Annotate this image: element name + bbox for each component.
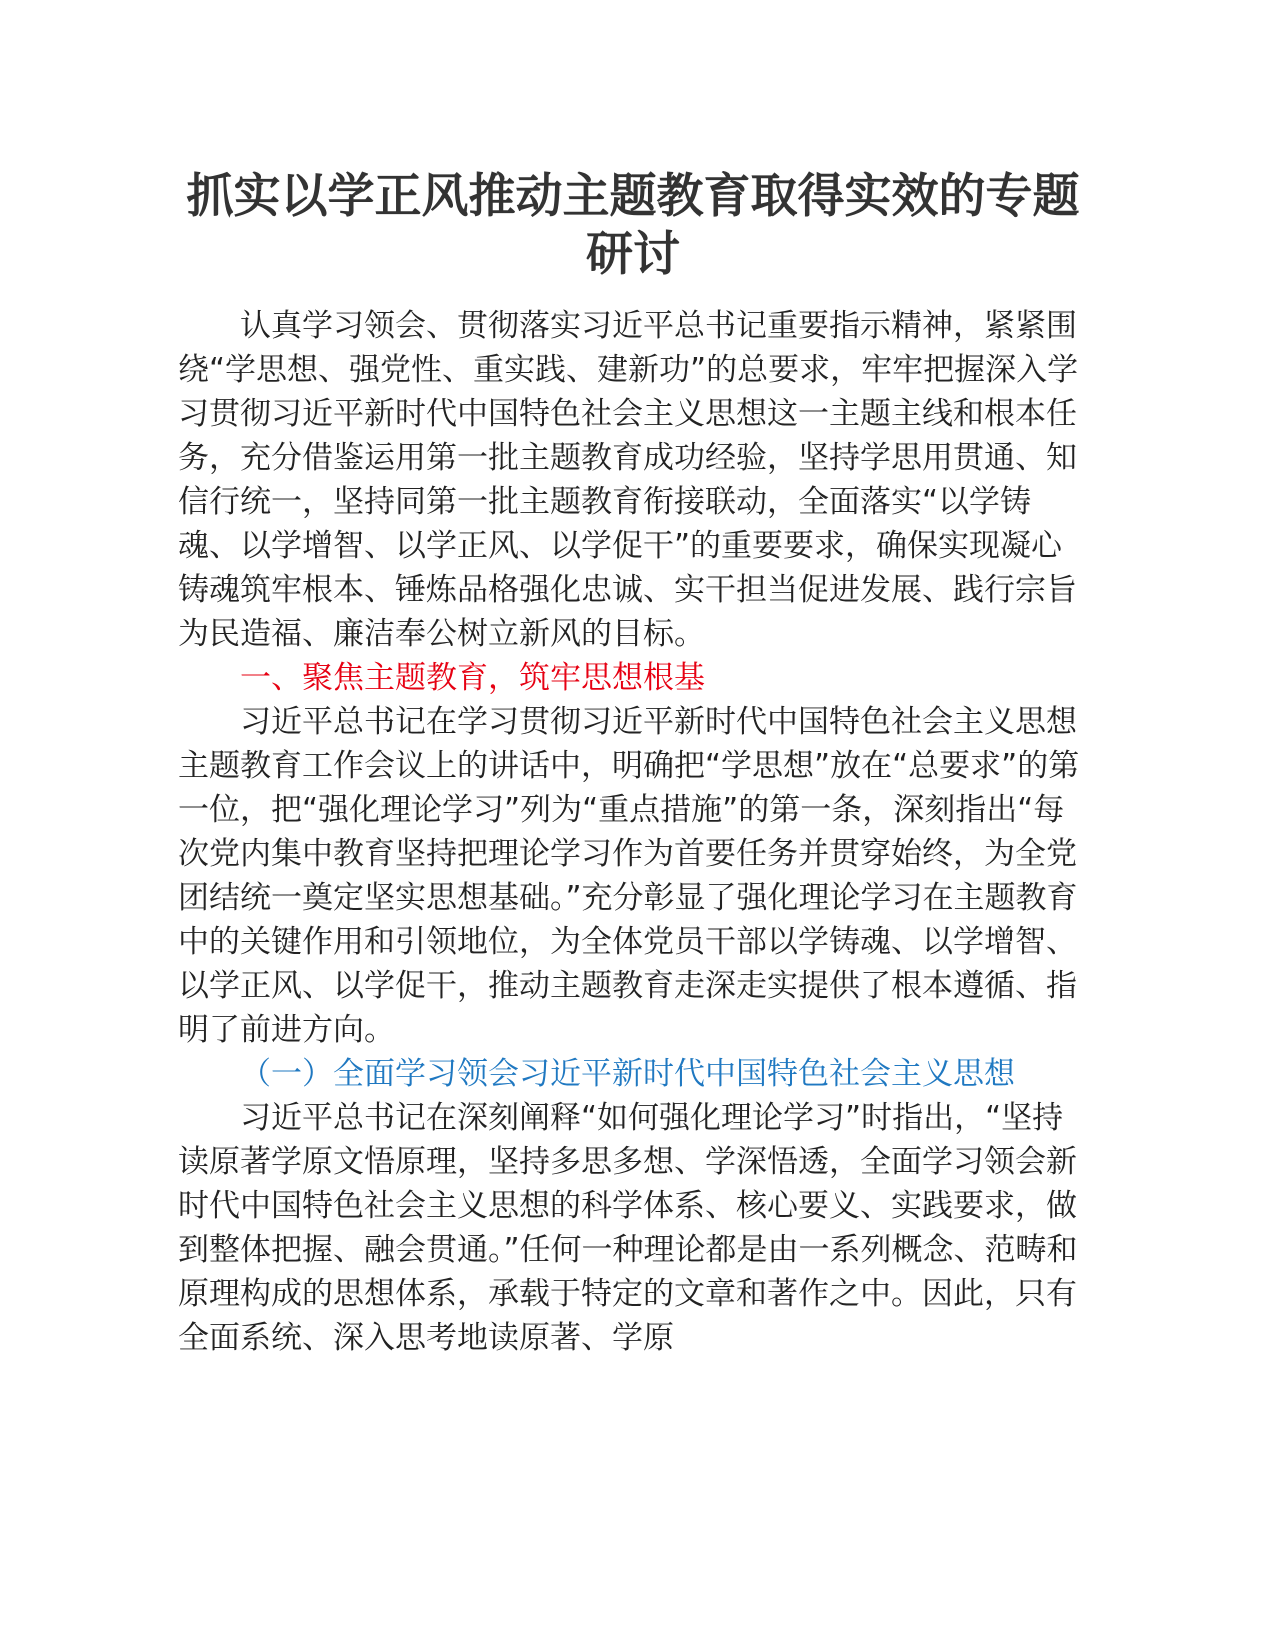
document-title: [178, 168, 1088, 284]
document-page: [178, 168, 1088, 1360]
document-body: [178, 304, 1088, 1360]
intro-paragraph: 认真学习领会、贯彻落实习近平总书记重要指示精神，紧紧围绕“学思想、强党性、重实践、建新功”的总要求，牢牢把握深入学习贯彻习近平新时代中国特色社会主义思想这一主题主线和根本任务，充分借鉴运用第一批主题教育成功经验，坚持学思用贯通、知信行统一，坚持同第一批主题教育衔接联动，全面落实“以学铸魂、以学增智、以学正风、以学促干”的重要要求，确保实现凝心铸魂筑牢根本、锤炼品格强化忠诚、实干担当促进发展、践行宗旨为民造福、廉洁奉公树立新风的目标。: [178, 308, 1079, 652]
subsection-1-paragraph: 习近平总书记在深刻阐释“如何强化理论学习”时指出，“坚持读原著学原文悟原理，坚持多思多想、学深悟透，全面学习领会新时代中国特色社会主义思想的科学体系、核心要义、实践要求，做到整体把握、融会贯通。”任何一种理论都是由一系列概念、范畴和原理构成的思想体系，承载于特定的文章和著作之中。因此，只有全面系统、深入思考地读原著、学原: [178, 1100, 1078, 1356]
section-heading-1: 一、聚焦主题教育，筑牢思想根基: [240, 660, 705, 696]
title-line-1: 抓实以学正风推动主题教育取得实效的专题: [186, 169, 1080, 224]
section-1-paragraph: 习近平总书记在学习贯彻习近平新时代中国特色社会主义思想主题教育工作会议上的讲话中，明确把“学思想”放在“总要求”的第一位，把“强化理论学习”列为“重点措施”的第一条，深刻指出“每次党内集中教育坚持把理论学习作为首要任务并贯穿始终，为全党团结统一奠定坚实思想基础。”充分彰显了强化理论学习在主题教育中的关键作用和引领地位，为全体党员干部以学铸魂、以学增智、以学正风、以学促干，推动主题教育走深走实提供了根本遵循、指明了前进方向。: [178, 704, 1080, 1048]
title-line-2: 研讨: [586, 227, 680, 282]
subsection-heading-1: （一）全面学习领会习近平新时代中国特色社会主义思想: [240, 1056, 1015, 1092]
